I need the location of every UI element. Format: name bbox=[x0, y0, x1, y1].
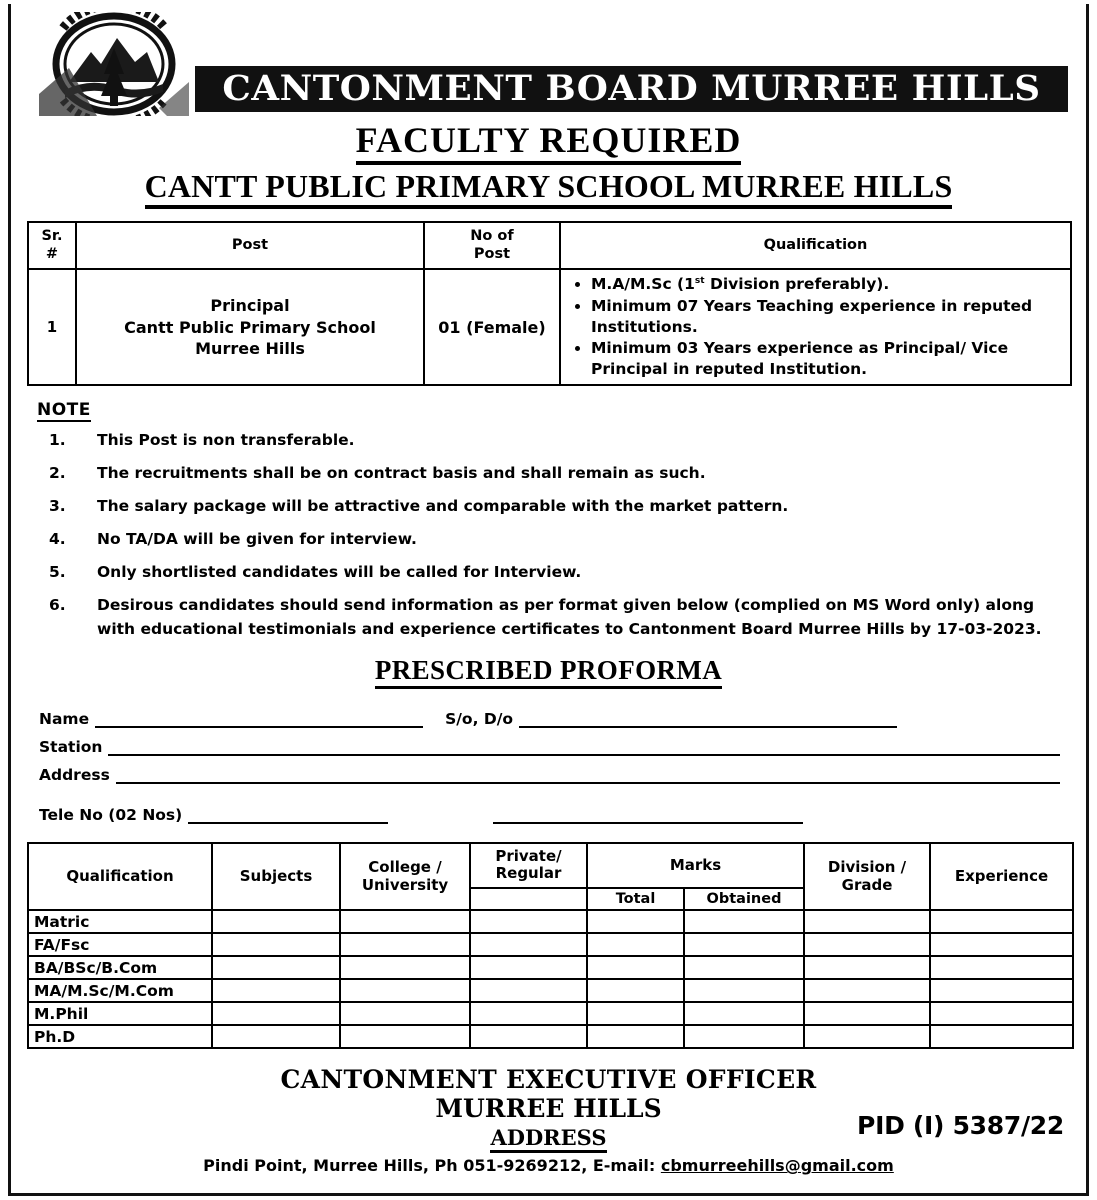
table-row bbox=[28, 1002, 1073, 1025]
header-obtained: Obtained bbox=[684, 888, 804, 911]
school-title: CANTT PUBLIC PRIMARY SCHOOL MURREE HILLS bbox=[27, 170, 1070, 204]
address-input[interactable] bbox=[116, 770, 1060, 784]
address-row bbox=[39, 766, 1060, 784]
contact-address: Pindi Point, Murree Hills, Ph 051-9269212, E-mail: cbmurreehills@gmail.com bbox=[203, 1156, 894, 1176]
table-row bbox=[28, 269, 1071, 385]
table-row bbox=[28, 1025, 1073, 1048]
officer-location: MURREE HILLS bbox=[435, 1094, 662, 1124]
cell-post: Principal Cantt Public Primary School Murree Hills bbox=[76, 269, 424, 385]
cell-private-regular[interactable] bbox=[470, 1025, 587, 1048]
header-experience: Experience bbox=[930, 843, 1073, 910]
cell-marks-total[interactable] bbox=[587, 1002, 684, 1025]
tele-label: Tele No (02 Nos) bbox=[39, 806, 183, 825]
table-row bbox=[28, 933, 1073, 956]
qual-table-body bbox=[28, 910, 1073, 1048]
table-row bbox=[28, 956, 1073, 979]
cell-experience[interactable] bbox=[930, 1025, 1073, 1048]
name-row bbox=[39, 710, 1060, 728]
page-title: FACULTY REQUIRED bbox=[27, 122, 1070, 160]
header-marks: Marks bbox=[587, 843, 804, 888]
header-sr: Sr. # bbox=[28, 222, 76, 269]
note-section bbox=[27, 386, 1070, 641]
header-total: Total bbox=[587, 888, 684, 911]
cell-marks-total[interactable] bbox=[587, 910, 684, 933]
header-college: College / University bbox=[340, 843, 470, 910]
cell-division-grade[interactable] bbox=[804, 956, 930, 979]
tele-input-2[interactable] bbox=[493, 810, 803, 824]
note-item: No TA/DA will be given for interview. bbox=[97, 530, 417, 549]
cell-experience[interactable] bbox=[930, 979, 1073, 1002]
cell-experience[interactable] bbox=[930, 933, 1073, 956]
table-row bbox=[28, 910, 1073, 933]
cell-subjects[interactable] bbox=[212, 979, 340, 1002]
cell-private-regular[interactable] bbox=[470, 956, 587, 979]
header-post: Post bbox=[76, 222, 424, 269]
cell-experience[interactable] bbox=[930, 956, 1073, 979]
header-subjects: Subjects bbox=[212, 843, 340, 910]
cell-marks-obtained[interactable] bbox=[684, 1002, 804, 1025]
banner bbox=[195, 66, 1068, 112]
cell-marks-total[interactable] bbox=[587, 979, 684, 1002]
cell-private-regular[interactable] bbox=[470, 979, 587, 1002]
station-input[interactable] bbox=[108, 742, 1060, 756]
row-label: M.Phil bbox=[28, 1002, 212, 1025]
cell-college[interactable] bbox=[340, 1025, 470, 1048]
job-table bbox=[27, 221, 1072, 386]
qualification-list bbox=[565, 274, 1066, 380]
row-label: Ph.D bbox=[28, 1025, 212, 1048]
cell-college[interactable] bbox=[340, 956, 470, 979]
tele-input-1[interactable] bbox=[188, 810, 388, 824]
email-link[interactable]: cbmurreehills@gmail.com bbox=[660, 1156, 894, 1176]
header-private-regular: Private/ Regular bbox=[470, 843, 587, 888]
cell-division-grade[interactable] bbox=[804, 1002, 930, 1025]
cell-division-grade[interactable] bbox=[804, 1025, 930, 1048]
address-heading: ADDRESS bbox=[27, 1125, 1070, 1150]
cell-private-regular[interactable] bbox=[470, 933, 587, 956]
advertisement-page bbox=[8, 4, 1089, 1196]
cell-marks-obtained[interactable] bbox=[684, 979, 804, 1002]
cell-no-of-post: 01 (Female) bbox=[424, 269, 560, 385]
table-row bbox=[28, 979, 1073, 1002]
note-item: This Post is non transferable. bbox=[97, 431, 355, 449]
name-input[interactable] bbox=[95, 714, 423, 728]
cantonment-board-crest-icon bbox=[39, 12, 189, 116]
qualification-item: • Minimum 03 Years experience as Principal/ Vice Principal in reputed Institution. bbox=[591, 338, 1066, 380]
note-item: The salary package will be attractive and comparable with the market pattern. bbox=[97, 497, 789, 516]
row-label: MA/M.Sc/M.Com bbox=[28, 979, 212, 1002]
row-label: FA/Fsc bbox=[28, 933, 212, 956]
cell-division-grade[interactable] bbox=[804, 910, 930, 933]
cell-private-regular[interactable] bbox=[470, 910, 587, 933]
qualification-item: • M.A/M.Sc (1st Division preferably). bbox=[591, 274, 1066, 295]
cell-subjects[interactable] bbox=[212, 933, 340, 956]
qualification-form-table bbox=[27, 842, 1074, 1049]
header-qualification: Qualification bbox=[560, 222, 1071, 269]
proforma-fields bbox=[39, 710, 1060, 824]
note-item: Only shortlisted candidates will be called for Interview. bbox=[97, 563, 582, 582]
note-item: The recruitments shall be on contract basis and shall remain as such. bbox=[97, 464, 706, 483]
cell-college[interactable] bbox=[340, 910, 470, 933]
table-header-row bbox=[28, 222, 1071, 269]
cell-sr: 1 bbox=[28, 269, 76, 385]
cell-division-grade[interactable] bbox=[804, 933, 930, 956]
qualification-item: • Minimum 07 Years Teaching experience in reputed Institutions. bbox=[591, 296, 1066, 338]
name-label: Name bbox=[39, 710, 90, 729]
sod-label: S/o, D/o bbox=[445, 710, 514, 729]
officer-title: CANTONMENT EXECUTIVE OFFICER bbox=[280, 1065, 817, 1095]
cell-college[interactable] bbox=[340, 1002, 470, 1025]
cell-marks-total[interactable] bbox=[587, 956, 684, 979]
cell-marks-obtained[interactable] bbox=[684, 910, 804, 933]
cell-marks-obtained[interactable] bbox=[684, 1025, 804, 1048]
cell-subjects[interactable] bbox=[212, 1002, 340, 1025]
cell-marks-total[interactable] bbox=[587, 1025, 684, 1048]
cell-marks-total[interactable] bbox=[587, 933, 684, 956]
cell-division-grade[interactable] bbox=[804, 979, 930, 1002]
cell-marks-obtained[interactable] bbox=[684, 956, 804, 979]
cell-experience[interactable] bbox=[930, 1002, 1073, 1025]
note-list bbox=[27, 428, 1070, 641]
cell-private-regular[interactable] bbox=[470, 1002, 587, 1025]
proforma-title: PRESCRIBED PROFORMA bbox=[27, 655, 1070, 686]
cell-qualification bbox=[560, 269, 1071, 385]
document-footer bbox=[27, 1065, 1070, 1175]
pid-number: PID (I) 5387/22 bbox=[857, 1111, 1064, 1141]
cell-subjects[interactable] bbox=[212, 1025, 340, 1048]
header-qualification: Qualification bbox=[28, 843, 212, 910]
row-label: Matric bbox=[28, 910, 212, 933]
banner-title: CANTONMENT BOARD MURREE HILLS bbox=[222, 68, 1041, 109]
header-division-grade: Division / Grade bbox=[804, 843, 930, 910]
ordinal-suffix: st bbox=[694, 276, 705, 287]
cell-subjects[interactable] bbox=[212, 956, 340, 979]
station-label: Station bbox=[39, 738, 103, 757]
note-item: Desirous candidates should send information as per format given below (complied on MS Word only) along with educational testimonials and experience certificates to Cantonment Board Murree Hills by 17-03-2023. bbox=[97, 596, 1042, 639]
cell-college[interactable] bbox=[340, 979, 470, 1002]
header-private-regular-blank bbox=[470, 888, 587, 911]
cell-marks-obtained[interactable] bbox=[684, 933, 804, 956]
note-heading: NOTE bbox=[37, 400, 91, 420]
qual-header-row-1 bbox=[28, 843, 1073, 888]
row-label: BA/BSc/B.Com bbox=[28, 956, 212, 979]
address-label: Address bbox=[39, 766, 110, 785]
sod-input[interactable] bbox=[519, 714, 897, 728]
cell-subjects[interactable] bbox=[212, 910, 340, 933]
station-row bbox=[39, 738, 1060, 756]
tele-row bbox=[39, 806, 1060, 824]
document-header bbox=[27, 4, 1070, 116]
header-no-of-post: No of Post bbox=[424, 222, 560, 269]
cell-experience[interactable] bbox=[930, 910, 1073, 933]
cell-college[interactable] bbox=[340, 933, 470, 956]
